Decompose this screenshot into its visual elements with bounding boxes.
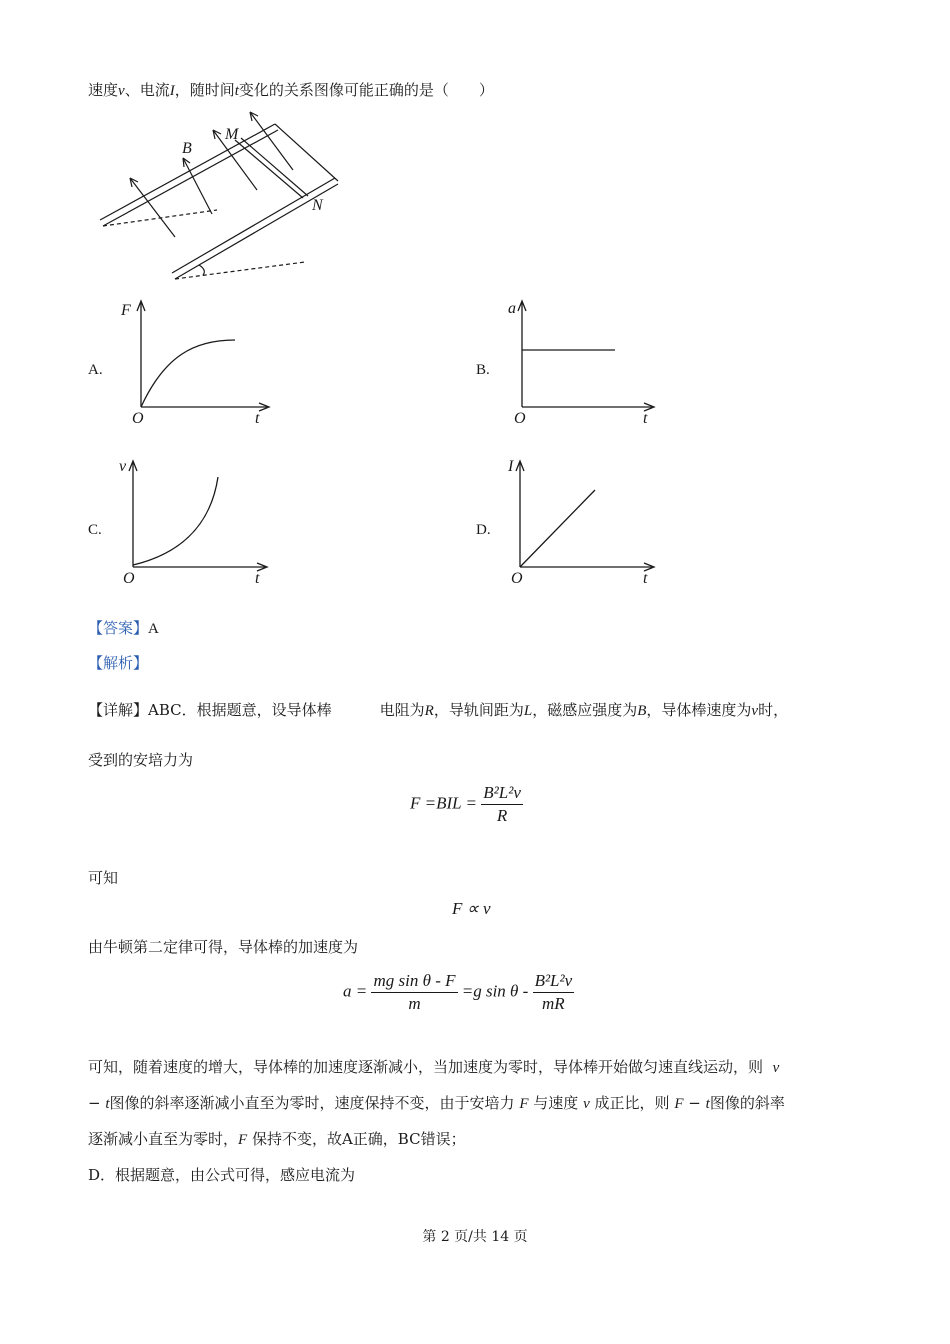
- detail-line-1: 【详解】ABC．根据题意，设导体棒 电阻为R，导轨间距为L，磁感应强度为B，导体棒速度为v时，: [88, 701, 789, 719]
- a-x-axis-label: t: [255, 410, 260, 427]
- answer-value: A: [148, 621, 159, 637]
- option-c-graph[interactable]: [115, 455, 275, 590]
- detail-para-line-1: 可知，随着速度的增大，导体棒的加速度逐渐减小，当加速度为零时，导体棒开始做匀速直线运动，则 v: [88, 1058, 780, 1076]
- detail-line-4: 由牛顿第二定律可得，导体棒的加速度为: [88, 938, 359, 956]
- option-d-label[interactable]: D.: [476, 522, 491, 538]
- rail-figure: [95, 110, 345, 285]
- option-b-label[interactable]: B.: [476, 362, 490, 378]
- detail-para-line-3: 逐渐减小直至为零时，F 保持不变，故A正确，BC错误；: [88, 1130, 466, 1148]
- b-y-axis-label: a: [508, 300, 516, 317]
- a-origin-label: O: [132, 410, 144, 427]
- analysis-tag: 【解析】: [88, 654, 149, 672]
- d-x-axis-label: t: [643, 570, 648, 587]
- page-footer: 第 2 页/共 14 页: [422, 1229, 528, 1245]
- option-d-graph[interactable]: [500, 455, 660, 590]
- d-origin-label: O: [511, 570, 523, 587]
- b-x-axis-label: t: [643, 410, 648, 427]
- bar-label-m: M: [225, 126, 239, 143]
- question-text: 速度v、电流I，随时间t变化的关系图像可能正确的是（ ）: [88, 81, 494, 99]
- answer-tag: 【答案】: [88, 619, 149, 637]
- c-x-axis-label: t: [255, 570, 260, 587]
- c-y-axis-label: v: [119, 458, 127, 475]
- d-y-axis-label: I: [508, 458, 514, 475]
- a-y-axis-label: F: [121, 302, 131, 319]
- bar-label-n: N: [312, 197, 323, 214]
- option-c-label[interactable]: C.: [88, 522, 102, 538]
- formula-proportional: F ∝ v: [452, 899, 491, 918]
- detail-line-d: D．根据题意，由公式可得，感应电流为: [88, 1166, 356, 1184]
- c-origin-label: O: [123, 570, 135, 587]
- answer-line: [88, 618, 159, 639]
- option-a-label[interactable]: A.: [88, 362, 103, 378]
- formula-acceleration: a = $\frac{\text{mg sin θ - F}}{m}$ =g sin θ - $\frac{\text{B²L²v}}{mR}$: [343, 971, 573, 1013]
- option-b-graph[interactable]: [500, 295, 660, 430]
- detail-line-3: 可知: [88, 869, 119, 887]
- option-a-graph[interactable]: [115, 295, 275, 430]
- formula-ampere-force: F =BIL = $\frac{\text{B²L²v}}{R}$: [410, 783, 521, 825]
- field-label-b: B: [182, 140, 192, 157]
- detail-line-2: 受到的安培力为: [88, 751, 194, 769]
- b-origin-label: O: [514, 410, 526, 427]
- detail-para-line-2: − t图像的斜率逐渐减小直至为零时，速度保持不变，由于安培力 F 与速度 v 成正比，则 F − t图像的斜率: [88, 1094, 785, 1112]
